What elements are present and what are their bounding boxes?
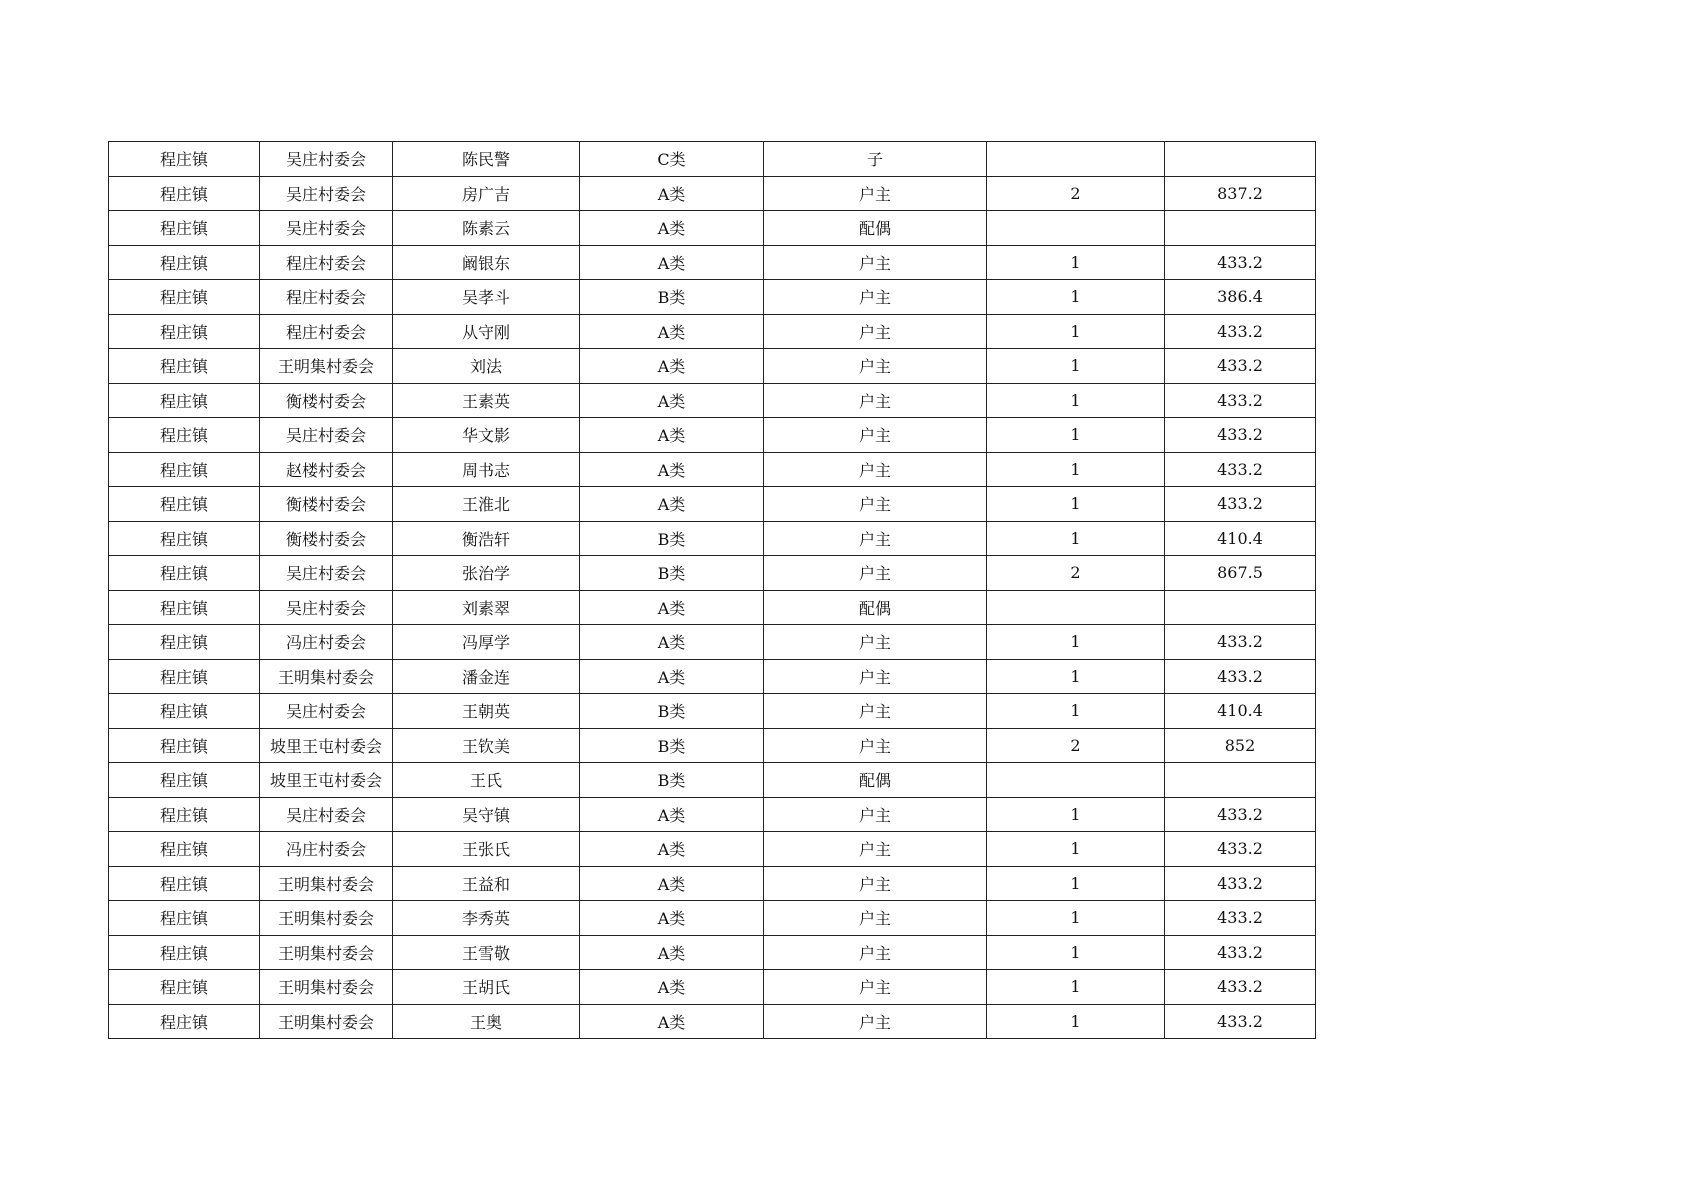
count-cell: 1 [987,970,1165,1005]
count-cell: 1 [987,625,1165,660]
village-cell: 吴庄村委会 [260,797,393,832]
village-cell: 王明集村委会 [260,935,393,970]
village-cell: 坡里王屯村委会 [260,763,393,798]
count-cell: 2 [987,728,1165,763]
count-cell: 2 [987,176,1165,211]
town-cell: 程庄镇 [109,970,260,1005]
table-row [109,280,1316,315]
count-cell: 1 [987,521,1165,556]
category-cell: A类 [580,970,764,1005]
table-row [109,211,1316,246]
town-cell: 程庄镇 [109,935,260,970]
name-cell: 王益和 [393,866,580,901]
relation-cell: 户主 [764,970,987,1005]
table-row [109,418,1316,453]
table-row [109,1004,1316,1039]
relation-cell: 配偶 [764,211,987,246]
relation-cell: 户主 [764,866,987,901]
table-row [109,452,1316,487]
amount-cell: 386.4 [1165,280,1316,315]
category-cell: B类 [580,694,764,729]
town-cell: 程庄镇 [109,832,260,867]
count-cell: 1 [987,487,1165,522]
name-cell: 吴孝斗 [393,280,580,315]
table-row [109,590,1316,625]
category-cell: A类 [580,349,764,384]
amount-cell: 852 [1165,728,1316,763]
count-cell: 1 [987,694,1165,729]
village-cell: 吴庄村委会 [260,590,393,625]
table-row [109,901,1316,936]
table-row [109,797,1316,832]
amount-cell [1165,590,1316,625]
town-cell: 程庄镇 [109,763,260,798]
relation-cell: 户主 [764,659,987,694]
category-cell: B类 [580,556,764,591]
village-cell: 吴庄村委会 [260,176,393,211]
relation-cell: 子 [764,142,987,177]
name-cell: 陈素云 [393,211,580,246]
amount-cell: 410.4 [1165,521,1316,556]
name-cell: 王雪敬 [393,935,580,970]
town-cell: 程庄镇 [109,901,260,936]
village-cell: 王明集村委会 [260,1004,393,1039]
village-cell: 程庄村委会 [260,245,393,280]
town-cell: 程庄镇 [109,797,260,832]
amount-cell: 433.2 [1165,349,1316,384]
town-cell: 程庄镇 [109,625,260,660]
count-cell: 1 [987,935,1165,970]
name-cell: 王张氏 [393,832,580,867]
count-cell: 1 [987,314,1165,349]
count-cell: 1 [987,280,1165,315]
category-cell: A类 [580,211,764,246]
amount-cell: 433.2 [1165,832,1316,867]
village-cell: 程庄村委会 [260,314,393,349]
amount-cell: 433.2 [1165,314,1316,349]
relation-cell: 户主 [764,280,987,315]
relation-cell: 户主 [764,935,987,970]
count-cell: 1 [987,1004,1165,1039]
relation-cell: 户主 [764,314,987,349]
name-cell: 房广吉 [393,176,580,211]
category-cell: A类 [580,935,764,970]
amount-cell: 433.2 [1165,625,1316,660]
relation-cell: 配偶 [764,590,987,625]
village-cell: 衡楼村委会 [260,487,393,522]
name-cell: 刘素翠 [393,590,580,625]
count-cell: 2 [987,556,1165,591]
relation-cell: 户主 [764,797,987,832]
amount-cell [1165,211,1316,246]
table-row [109,728,1316,763]
village-cell: 吴庄村委会 [260,694,393,729]
category-cell: A类 [580,383,764,418]
town-cell: 程庄镇 [109,659,260,694]
category-cell: A类 [580,590,764,625]
amount-cell: 433.2 [1165,245,1316,280]
category-cell: A类 [580,625,764,660]
relation-cell: 户主 [764,694,987,729]
relation-cell: 户主 [764,728,987,763]
category-cell: A类 [580,452,764,487]
count-cell: 1 [987,383,1165,418]
category-cell: C类 [580,142,764,177]
category-cell: B类 [580,521,764,556]
amount-cell [1165,763,1316,798]
category-cell: A类 [580,314,764,349]
category-cell: B类 [580,728,764,763]
village-cell: 衡楼村委会 [260,521,393,556]
relation-cell: 户主 [764,349,987,384]
town-cell: 程庄镇 [109,521,260,556]
name-cell: 华文影 [393,418,580,453]
name-cell: 衡浩轩 [393,521,580,556]
table-row [109,866,1316,901]
village-cell: 吴庄村委会 [260,418,393,453]
table-row [109,142,1316,177]
table-row [109,832,1316,867]
assistance-roster-table [108,141,1316,1039]
town-cell: 程庄镇 [109,418,260,453]
count-cell: 1 [987,659,1165,694]
name-cell: 陈民警 [393,142,580,177]
table-row [109,935,1316,970]
town-cell: 程庄镇 [109,452,260,487]
relation-cell: 户主 [764,625,987,660]
village-cell: 王明集村委会 [260,866,393,901]
amount-cell: 837.2 [1165,176,1316,211]
table-row [109,556,1316,591]
table-row [109,521,1316,556]
name-cell: 李秀英 [393,901,580,936]
table-row [109,763,1316,798]
count-cell [987,763,1165,798]
town-cell: 程庄镇 [109,383,260,418]
name-cell: 周书志 [393,452,580,487]
category-cell: A类 [580,245,764,280]
count-cell: 1 [987,832,1165,867]
count-cell: 1 [987,797,1165,832]
relation-cell: 户主 [764,383,987,418]
name-cell: 王奥 [393,1004,580,1039]
name-cell: 刘法 [393,349,580,384]
town-cell: 程庄镇 [109,487,260,522]
village-cell: 程庄村委会 [260,280,393,315]
relation-cell: 配偶 [764,763,987,798]
relation-cell: 户主 [764,556,987,591]
name-cell: 王朝英 [393,694,580,729]
village-cell: 吴庄村委会 [260,142,393,177]
amount-cell: 433.2 [1165,418,1316,453]
count-cell: 1 [987,901,1165,936]
category-cell: A类 [580,866,764,901]
table-row [109,349,1316,384]
amount-cell: 410.4 [1165,694,1316,729]
count-cell: 1 [987,418,1165,453]
town-cell: 程庄镇 [109,211,260,246]
town-cell: 程庄镇 [109,314,260,349]
village-cell: 王明集村委会 [260,349,393,384]
category-cell: A类 [580,901,764,936]
count-cell: 1 [987,452,1165,487]
relation-cell: 户主 [764,245,987,280]
count-cell [987,142,1165,177]
relation-cell: 户主 [764,487,987,522]
amount-cell: 433.2 [1165,1004,1316,1039]
relation-cell: 户主 [764,521,987,556]
name-cell: 张治学 [393,556,580,591]
table-row [109,970,1316,1005]
category-cell: A类 [580,487,764,522]
town-cell: 程庄镇 [109,245,260,280]
table-body [109,142,1316,1039]
table-row [109,176,1316,211]
town-cell: 程庄镇 [109,142,260,177]
amount-cell: 433.2 [1165,901,1316,936]
amount-cell: 867.5 [1165,556,1316,591]
amount-cell: 433.2 [1165,452,1316,487]
relation-cell: 户主 [764,452,987,487]
village-cell: 冯庄村委会 [260,625,393,660]
category-cell: A类 [580,418,764,453]
count-cell: 1 [987,245,1165,280]
relation-cell: 户主 [764,418,987,453]
relation-cell: 户主 [764,176,987,211]
name-cell: 王氏 [393,763,580,798]
table-row [109,659,1316,694]
table-row [109,383,1316,418]
town-cell: 程庄镇 [109,280,260,315]
village-cell: 吴庄村委会 [260,556,393,591]
name-cell: 吴守镇 [393,797,580,832]
name-cell: 王胡氏 [393,970,580,1005]
table-row [109,694,1316,729]
relation-cell: 户主 [764,1004,987,1039]
village-cell: 吴庄村委会 [260,211,393,246]
town-cell: 程庄镇 [109,728,260,763]
village-cell: 王明集村委会 [260,659,393,694]
count-cell: 1 [987,349,1165,384]
town-cell: 程庄镇 [109,694,260,729]
amount-cell [1165,142,1316,177]
village-cell: 冯庄村委会 [260,832,393,867]
amount-cell: 433.2 [1165,659,1316,694]
category-cell: A类 [580,176,764,211]
town-cell: 程庄镇 [109,1004,260,1039]
amount-cell: 433.2 [1165,970,1316,1005]
amount-cell: 433.2 [1165,487,1316,522]
amount-cell: 433.2 [1165,383,1316,418]
category-cell: A类 [580,1004,764,1039]
name-cell: 冯厚学 [393,625,580,660]
town-cell: 程庄镇 [109,556,260,591]
name-cell: 从守刚 [393,314,580,349]
village-cell: 王明集村委会 [260,901,393,936]
category-cell: B类 [580,280,764,315]
town-cell: 程庄镇 [109,866,260,901]
amount-cell: 433.2 [1165,935,1316,970]
category-cell: A类 [580,832,764,867]
table-row [109,625,1316,660]
name-cell: 王素英 [393,383,580,418]
table-row [109,314,1316,349]
relation-cell: 户主 [764,832,987,867]
name-cell: 王淮北 [393,487,580,522]
category-cell: A类 [580,797,764,832]
village-cell: 赵楼村委会 [260,452,393,487]
village-cell: 衡楼村委会 [260,383,393,418]
town-cell: 程庄镇 [109,176,260,211]
village-cell: 王明集村委会 [260,970,393,1005]
name-cell: 王钦美 [393,728,580,763]
count-cell [987,211,1165,246]
village-cell: 坡里王屯村委会 [260,728,393,763]
relation-cell: 户主 [764,901,987,936]
name-cell: 潘金连 [393,659,580,694]
table-row [109,245,1316,280]
amount-cell: 433.2 [1165,797,1316,832]
table-row [109,487,1316,522]
name-cell: 阚银东 [393,245,580,280]
count-cell [987,590,1165,625]
category-cell: A类 [580,659,764,694]
town-cell: 程庄镇 [109,590,260,625]
town-cell: 程庄镇 [109,349,260,384]
count-cell: 1 [987,866,1165,901]
category-cell: B类 [580,763,764,798]
amount-cell: 433.2 [1165,866,1316,901]
